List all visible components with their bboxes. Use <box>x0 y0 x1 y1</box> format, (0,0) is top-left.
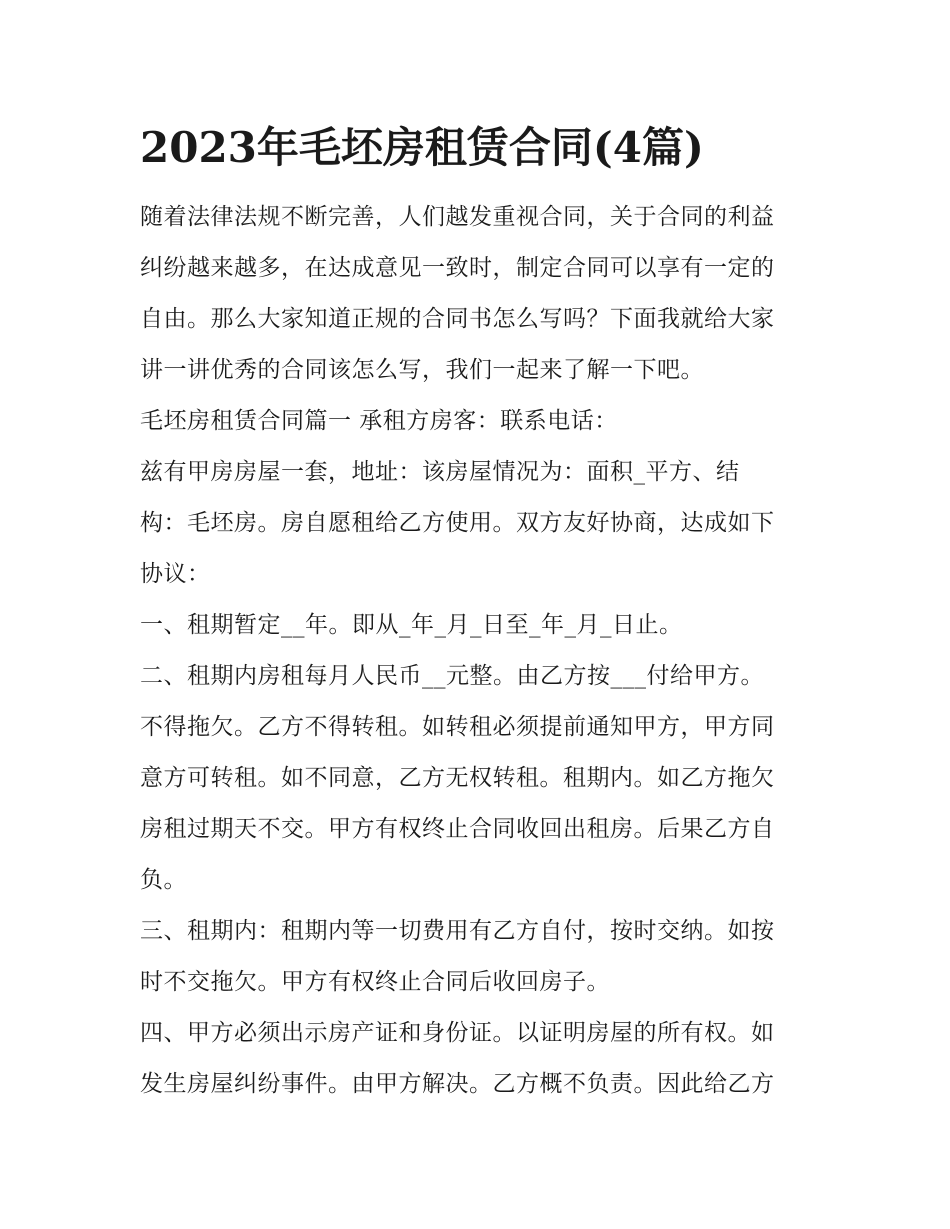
text-line: 意方可转租。如不同意，乙方无权转租。租期内。如乙方拖欠 <box>140 765 775 791</box>
text-line: 自由。那么大家知道正规的合同书怎么写吗？下面我就给大家 <box>140 306 775 332</box>
clause-4 <box>140 1008 812 1110</box>
text-line: 构：毛坯房。房自愿租给乙方使用。双方友好协商，达成如下 <box>140 510 775 536</box>
text-line: 时不交拖欠。甲方有权终止合同后收回房子。 <box>140 969 610 995</box>
paragraph-intro <box>140 192 812 396</box>
text-line: 随着法律法规不断完善，人们越发重视合同，关于合同的利益 <box>140 204 775 230</box>
text-line: 负。 <box>140 867 187 893</box>
paragraph-property <box>140 447 812 600</box>
text-line: 四、甲方必须出示房产证和身份证。以证明房屋的所有权。如 <box>140 1020 775 1046</box>
text-line: 兹有甲房房屋一套，地址：该房屋情况为：面积_平方、结 <box>140 459 740 485</box>
document-title: 2023年毛坯房租赁合同(4篇) <box>140 123 704 172</box>
clause-2 <box>140 651 812 906</box>
paragraph-section-heading <box>140 396 812 447</box>
text-line: 一、租期暂定__年。即从_年_月_日至_年_月_日止。 <box>140 612 683 638</box>
text-line: 纠纷越来越多，在达成意见一致时，制定合同可以享有一定的 <box>140 255 775 281</box>
document-page <box>140 118 812 1110</box>
text-line: 毛坯房租赁合同篇一 承租方房客：联系电话： <box>140 408 618 434</box>
text-line: 二、租期内房租每月人民币__元整。由乙方按___付给甲方。 <box>140 663 764 689</box>
text-line: 发生房屋纠纷事件。由甲方解决。乙方概不负责。因此给乙方 <box>140 1071 775 1097</box>
text-line: 三、租期内：租期内等一切费用有乙方自付，按时交纳。如按 <box>140 918 775 944</box>
document-body <box>140 192 812 1110</box>
text-line: 协议： <box>140 561 211 587</box>
text-line: 不得拖欠。乙方不得转租。如转租必须提前通知甲方，甲方同 <box>140 714 775 740</box>
clause-3 <box>140 906 812 1008</box>
text-line: 房租过期天不交。甲方有权终止合同收回出租房。后果乙方自 <box>140 816 775 842</box>
text-line: 讲一讲优秀的合同该怎么写，我们一起来了解一下吧。 <box>140 357 704 383</box>
clause-1 <box>140 600 812 651</box>
